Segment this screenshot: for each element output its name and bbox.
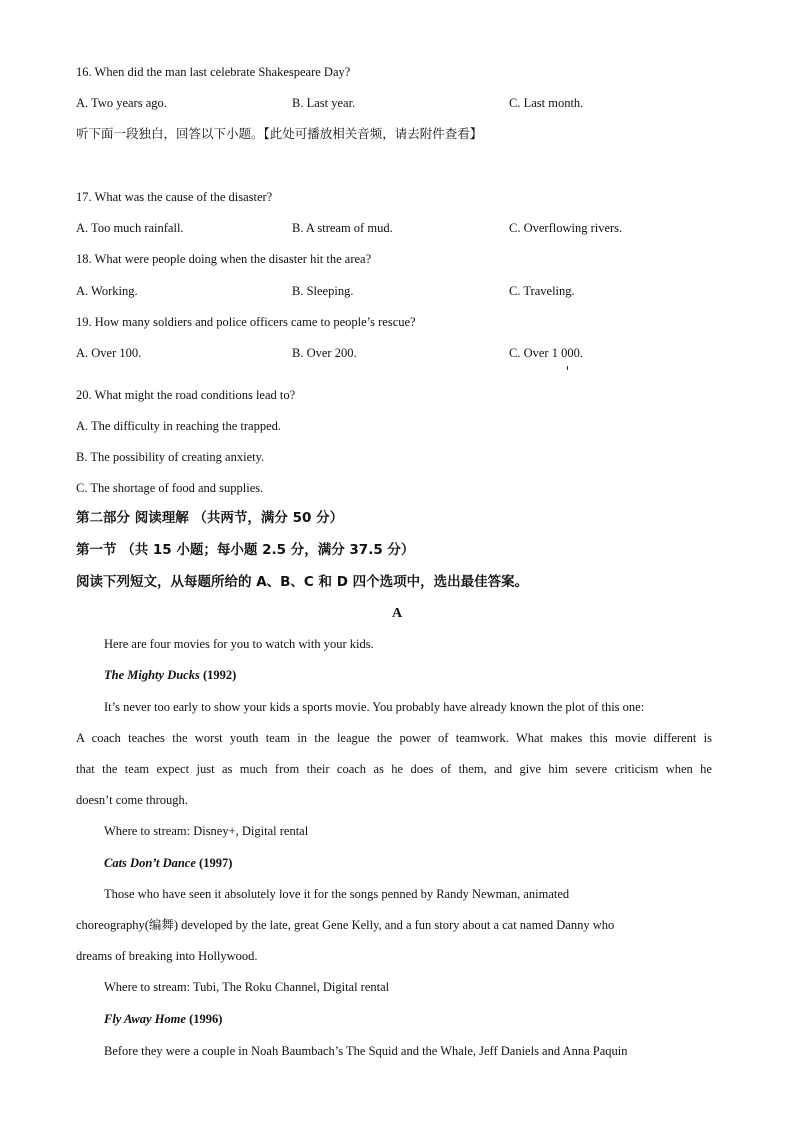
passage-intro: Here are four movies for you to watch with your kids. [104,637,374,651]
q16-option-a: A. Two years ago. [76,96,167,110]
q19-option-a: A. Over 100. [76,346,142,360]
q16-option-b: B. Last year. [292,96,356,110]
part-two-heading: 第二部分 阅读理解 （共两节，满分 50 分） [76,510,344,526]
movie-1-paragraph-line-4: doesn’t come through. [76,793,188,807]
stray-mark [567,366,568,370]
movie-2-paragraph-line-3: dreams of breaking into Hollywood. [76,949,258,963]
movie-1-stream: Where to stream: Disney+, Digital rental [104,824,309,838]
q19-option-c: C. Over 1 000. [509,346,583,360]
movie-1-heading [104,667,236,683]
movie-3-year: (1996) [185,1012,223,1026]
movie-1-paragraph-line-1: It’s never too early to show your kids a sports movie. You probably have already known the plot of this one: [104,700,645,714]
question-16: 16. When did the man last celebrate Shakespeare Day? [76,65,351,79]
passage-letter: A [391,606,403,621]
movie-3-paragraph-line-1: Before they were a couple in Noah Baumbach’s The Squid and the Whale, Jeff Daniels and Anna Paquin [104,1044,628,1058]
question-18: 18. What were people doing when the disaster hit the area? [76,252,372,266]
question-17: 17. What was the cause of the disaster? [76,190,273,204]
q18-option-c: C. Traveling. [509,284,575,298]
movie-1-paragraph-line-3: that the team expect just as much from their coach as he does of them, and give him severe criticism when he [76,762,712,776]
movie-3-title: Fly Away Home [104,1012,186,1026]
q17-option-c: C. Overflowing rivers. [509,221,623,235]
q20-option-c: C. The shortage of food and supplies. [76,481,264,495]
movie-2-heading [104,855,232,871]
listening-instruction: 听下面一段独白，回答以下小题。【此处可播放相关音频，请去附件查看】 [76,126,483,141]
question-19: 19. How many soldiers and police officers came to people’s rescue? [76,315,416,329]
movie-2-paragraph-line-2: choreography(编舞) developed by the late, great Gene Kelly, and a fun story about a cat named Danny who [76,918,615,932]
q17-option-b: B. A stream of mud. [292,221,393,235]
section-one-heading: 第一节 （共 15 小题；每小题 2.5 分，满分 37.5 分） [76,542,415,558]
q19-option-b: B. Over 200. [292,346,357,360]
movie-2-paragraph-line-1: Those who have seen it absolutely love it for the songs penned by Randy Newman, animated [104,887,570,901]
q18-option-b: B. Sleeping. [292,284,354,298]
q20-option-a: A. The difficulty in reaching the trapped. [76,419,282,433]
movie-3-heading [104,1011,222,1027]
q16-option-c: C. Last month. [509,96,584,110]
q18-option-a: A. Working. [76,284,138,298]
movie-1-paragraph-line-2: A coach teaches the worst youth team in the league the power of teamwork. What makes this movie different is [76,731,712,745]
reading-directions: 阅读下列短文，从每题所给的 A、B、C 和 D 四个选项中，选出最佳答案。 [76,574,529,590]
q20-option-b: B. The possibility of creating anxiety. [76,450,265,464]
movie-2-year: (1997) [195,856,233,870]
movie-2-title: Cats Don’t Dance [104,856,196,870]
movie-1-year: (1992) [199,668,237,682]
q17-option-a: A. Too much rainfall. [76,221,184,235]
movie-2-stream: Where to stream: Tubi, The Roku Channel, Digital rental [104,980,390,994]
question-20: 20. What might the road conditions lead to? [76,388,296,402]
movie-1-title: The Mighty Ducks [104,668,200,682]
